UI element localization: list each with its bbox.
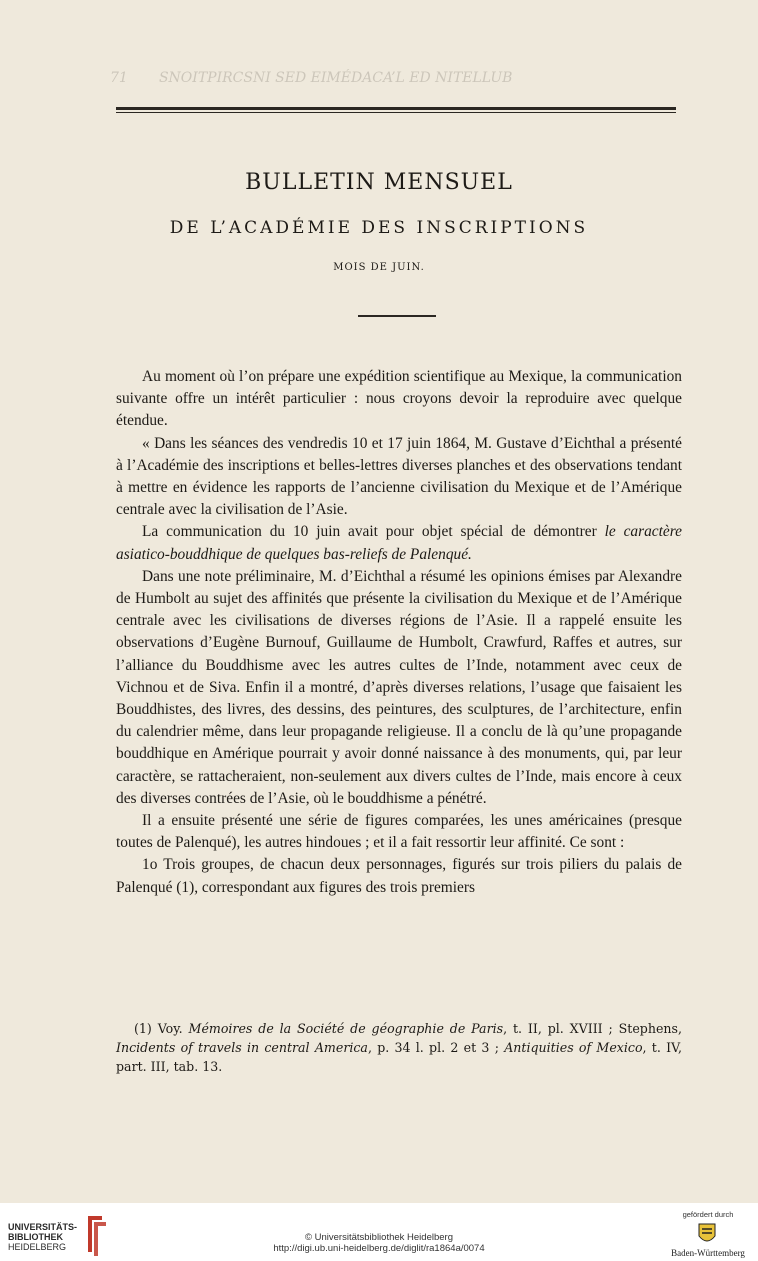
paragraph-intro: Au moment où l’on prépare une expédition scientifique au Mexique, la communication suivante offre un intérêt particulier : nous croyons devoir la reproduire avec quelque étendue. bbox=[116, 368, 682, 430]
footnote bbox=[116, 1020, 682, 1076]
footnote-text-1: , t. II, pl. XVIII ; Stephens, bbox=[503, 1021, 682, 1036]
paragraph-communication-lead: La communication du 10 juin avait pour objet spécial de démontrer bbox=[142, 523, 605, 541]
paragraph-communication bbox=[116, 521, 682, 565]
header-rule-thin bbox=[116, 112, 676, 113]
footnote-text-2: , p. 34 l. pl. 2 et 3 ; bbox=[367, 1039, 505, 1055]
paragraph-groups: 1o Trois groupes, de chacun deux personnages, figurés sur trois piliers du palais de Palenqué (1), correspondant aux figures des trois premiers bbox=[116, 856, 682, 896]
paragraph-note: Dans une note préliminaire, M. d’Eichthal a résumé les opinions émises par Alexandre de Humbolt au sujet des affinités que présente la civilisation du Mexique et de l’Amérique centrale avec les civilisations de diverses régions de l’Asie. Il a rappelé ensuite les observations d’Eugène Burnouf, Guillaume de Humbolt, Crawfurd, Raffes et autres, sur l’alliance du Bouddhisme avec les autres cultes de l’Inde, notamment avec ceux de Vichnou et de Siva. Enfin il a montré, d’après diverses relations, l’usage que faisaient les Bouddhistes, des livres, des dessins, des peintures, des sculptures, de l’architecture, enfin du calendrier même, dans leur propagande religieuse. Il a conclu de là qu’une propagande bouddhique en Amérique pourrait y avoir donné naissance à des monuments, qui, par leur caractère, se rattacheraient, non-seulement aux divers cultes de l’Inde, mais encore à ceux des diverses contrées de l’Asie, où le bouddhisme a pénétré. bbox=[116, 567, 682, 807]
library-name-line-1: UNIVERSITÄTS- bbox=[8, 1222, 78, 1232]
footnote-number: (1) Voy. bbox=[134, 1021, 189, 1036]
copyright-block bbox=[0, 1232, 758, 1254]
header-rule bbox=[116, 107, 676, 110]
footnote-text-3: , t. IV, part. III, tab. 13. bbox=[116, 1039, 682, 1074]
library-name-line-3: HEIDELBERG bbox=[8, 1242, 67, 1252]
funded-by-label: gefördert durch bbox=[682, 1210, 734, 1219]
title-divider bbox=[358, 315, 436, 317]
footnote-ref-memoires: Mémoires de la Société de géographie de Paris bbox=[188, 1021, 504, 1036]
academie-subtitle: DE L’ACADÉMIE DES INSCRIPTIONS bbox=[169, 218, 589, 238]
copyright-text: © Universitätsbibliothek Heidelberg bbox=[305, 1232, 453, 1243]
paragraph-figures: Il a ensuite présenté une série de figures comparées, les unes américaines (presque toutes de Palenqué), les autres hindoues ; et il a fait ressortir leur affinité. Ce sont : bbox=[116, 812, 682, 852]
bulletin-title: BULLETIN MENSUEL bbox=[245, 170, 513, 195]
paragraph-seances: « Dans les séances des vendredis 10 et 17 juin 1864, M. Gustave d’Eichthal a présenté à l’Académie des inscriptions et belles-lettres diverses planches et des observations tendant à mettre en évidence les rapports de l’ancienne civilisation du Mexique et de l’Amérique centrale avec la civilisation de l’Asie. bbox=[116, 434, 682, 519]
footnote-ref-incidents: Incidents of travels in central America bbox=[116, 1039, 368, 1055]
permalink-url[interactable]: http://digi.ub.uni-heidelberg.de/diglit/ra1864a/0074 bbox=[273, 1243, 485, 1254]
paragraph-communication-italic: le caractère asiatico-bouddhique de quelques bas-reliefs de Palenqué. bbox=[116, 523, 682, 563]
article-body bbox=[116, 366, 682, 899]
state-name: Baden-Württemberg bbox=[671, 1248, 745, 1258]
month-label: MOIS DE JUIN. bbox=[333, 262, 425, 273]
footnote-ref-antiquities: Antiquities of Mexico bbox=[504, 1039, 643, 1055]
library-name-line-2: BIBLIOTHEK bbox=[8, 1232, 63, 1242]
bleed-through-text: 71 SNOITPIRCSNI SED EIMÉDACA’L ED NITELLUB bbox=[110, 70, 513, 86]
baden-wuerttemberg-seal-icon bbox=[697, 1222, 717, 1246]
